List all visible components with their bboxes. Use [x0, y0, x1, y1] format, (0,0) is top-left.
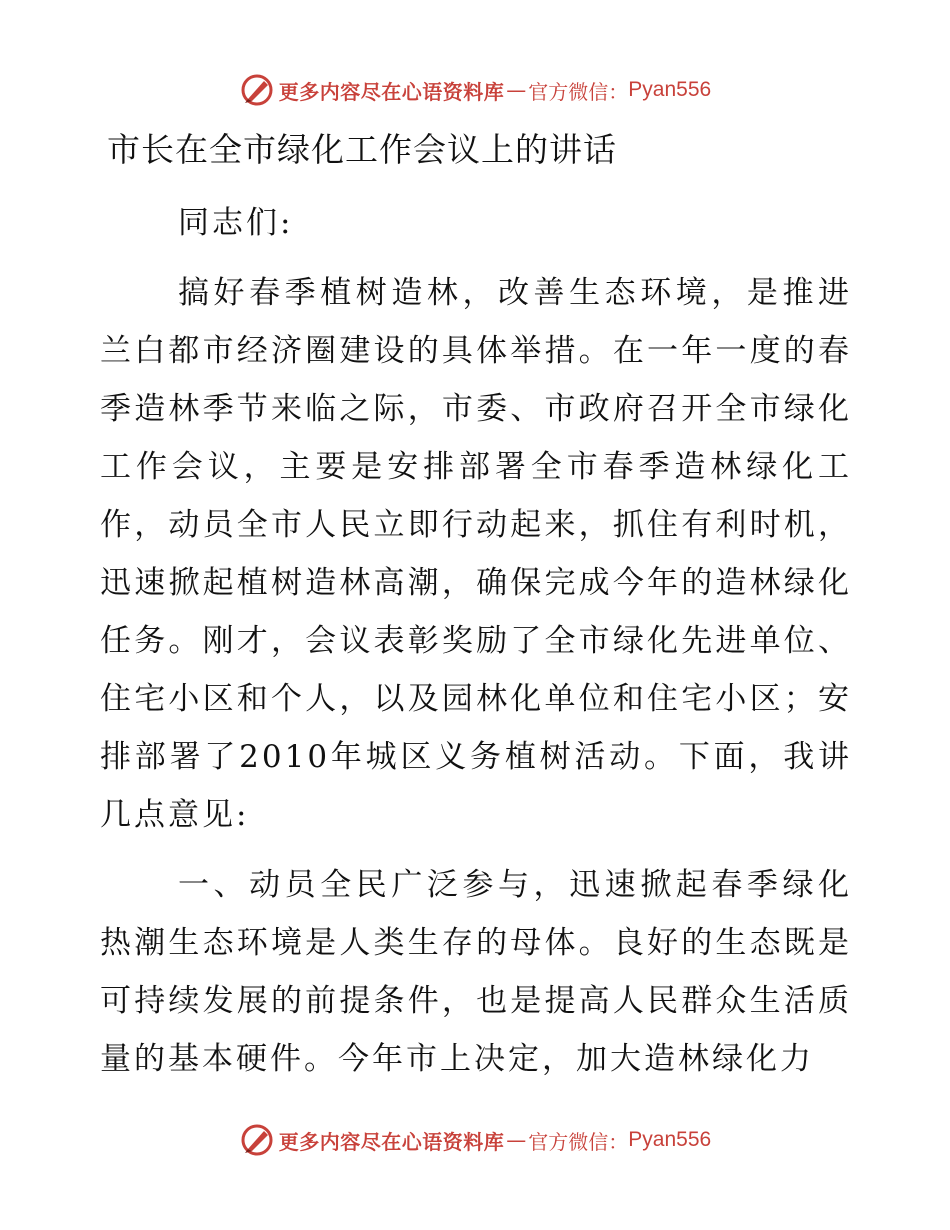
banner-wechat-label: 官方微信：: [528, 1129, 629, 1154]
banner-separator: —: [506, 1128, 527, 1152]
banner-separator: —: [506, 78, 527, 102]
pen-logo-icon: [239, 72, 275, 108]
greeting: 同志们:: [178, 205, 294, 241]
document-body: [100, 194, 852, 1088]
document-title: 市长在全市绿化工作会议上的讲话: [107, 130, 617, 169]
footer-banner: [0, 1120, 950, 1160]
banner-label: 更多内容尽在心语资料库: [278, 1129, 505, 1154]
paragraph: 搞好春季植树造林，改善生态环境，是推进兰白都市经济圈建设的具体举措。在一年一度的春季造林季节来临之际，市委、市政府召开全市绿化工作会议，主要是安排部署全市春季造林绿化工作，动员全市人民立即行动起来，抓住有利时机，迅速掀起植树造林高潮，确保完成今年的造林绿化任务。刚才，会议表彰奖励了全市绿化先进单位、住宅小区和个人，以及园林化单位和住宅小区；安排部署了2010年城区义务植树活动。下面，我讲几点意见:: [100, 275, 852, 833]
header-banner: [0, 70, 950, 110]
paragraph: 一、动员全民广泛参与，迅速掀起春季绿化热潮生态环境是人类生存的母体。良好的生态既是可持续发展的前提条件，也是提高人民群众生活质量的基本硬件。今年市上决定，加大造林绿化力: [100, 867, 852, 1077]
banner-label: 更多内容尽在心语资料库: [278, 79, 505, 104]
banner-wechat-label: 官方微信：: [528, 79, 629, 104]
banner-handle: Pyan556: [628, 1128, 712, 1151]
pen-logo-icon: [239, 1122, 275, 1158]
banner-handle: Pyan556: [628, 78, 712, 101]
